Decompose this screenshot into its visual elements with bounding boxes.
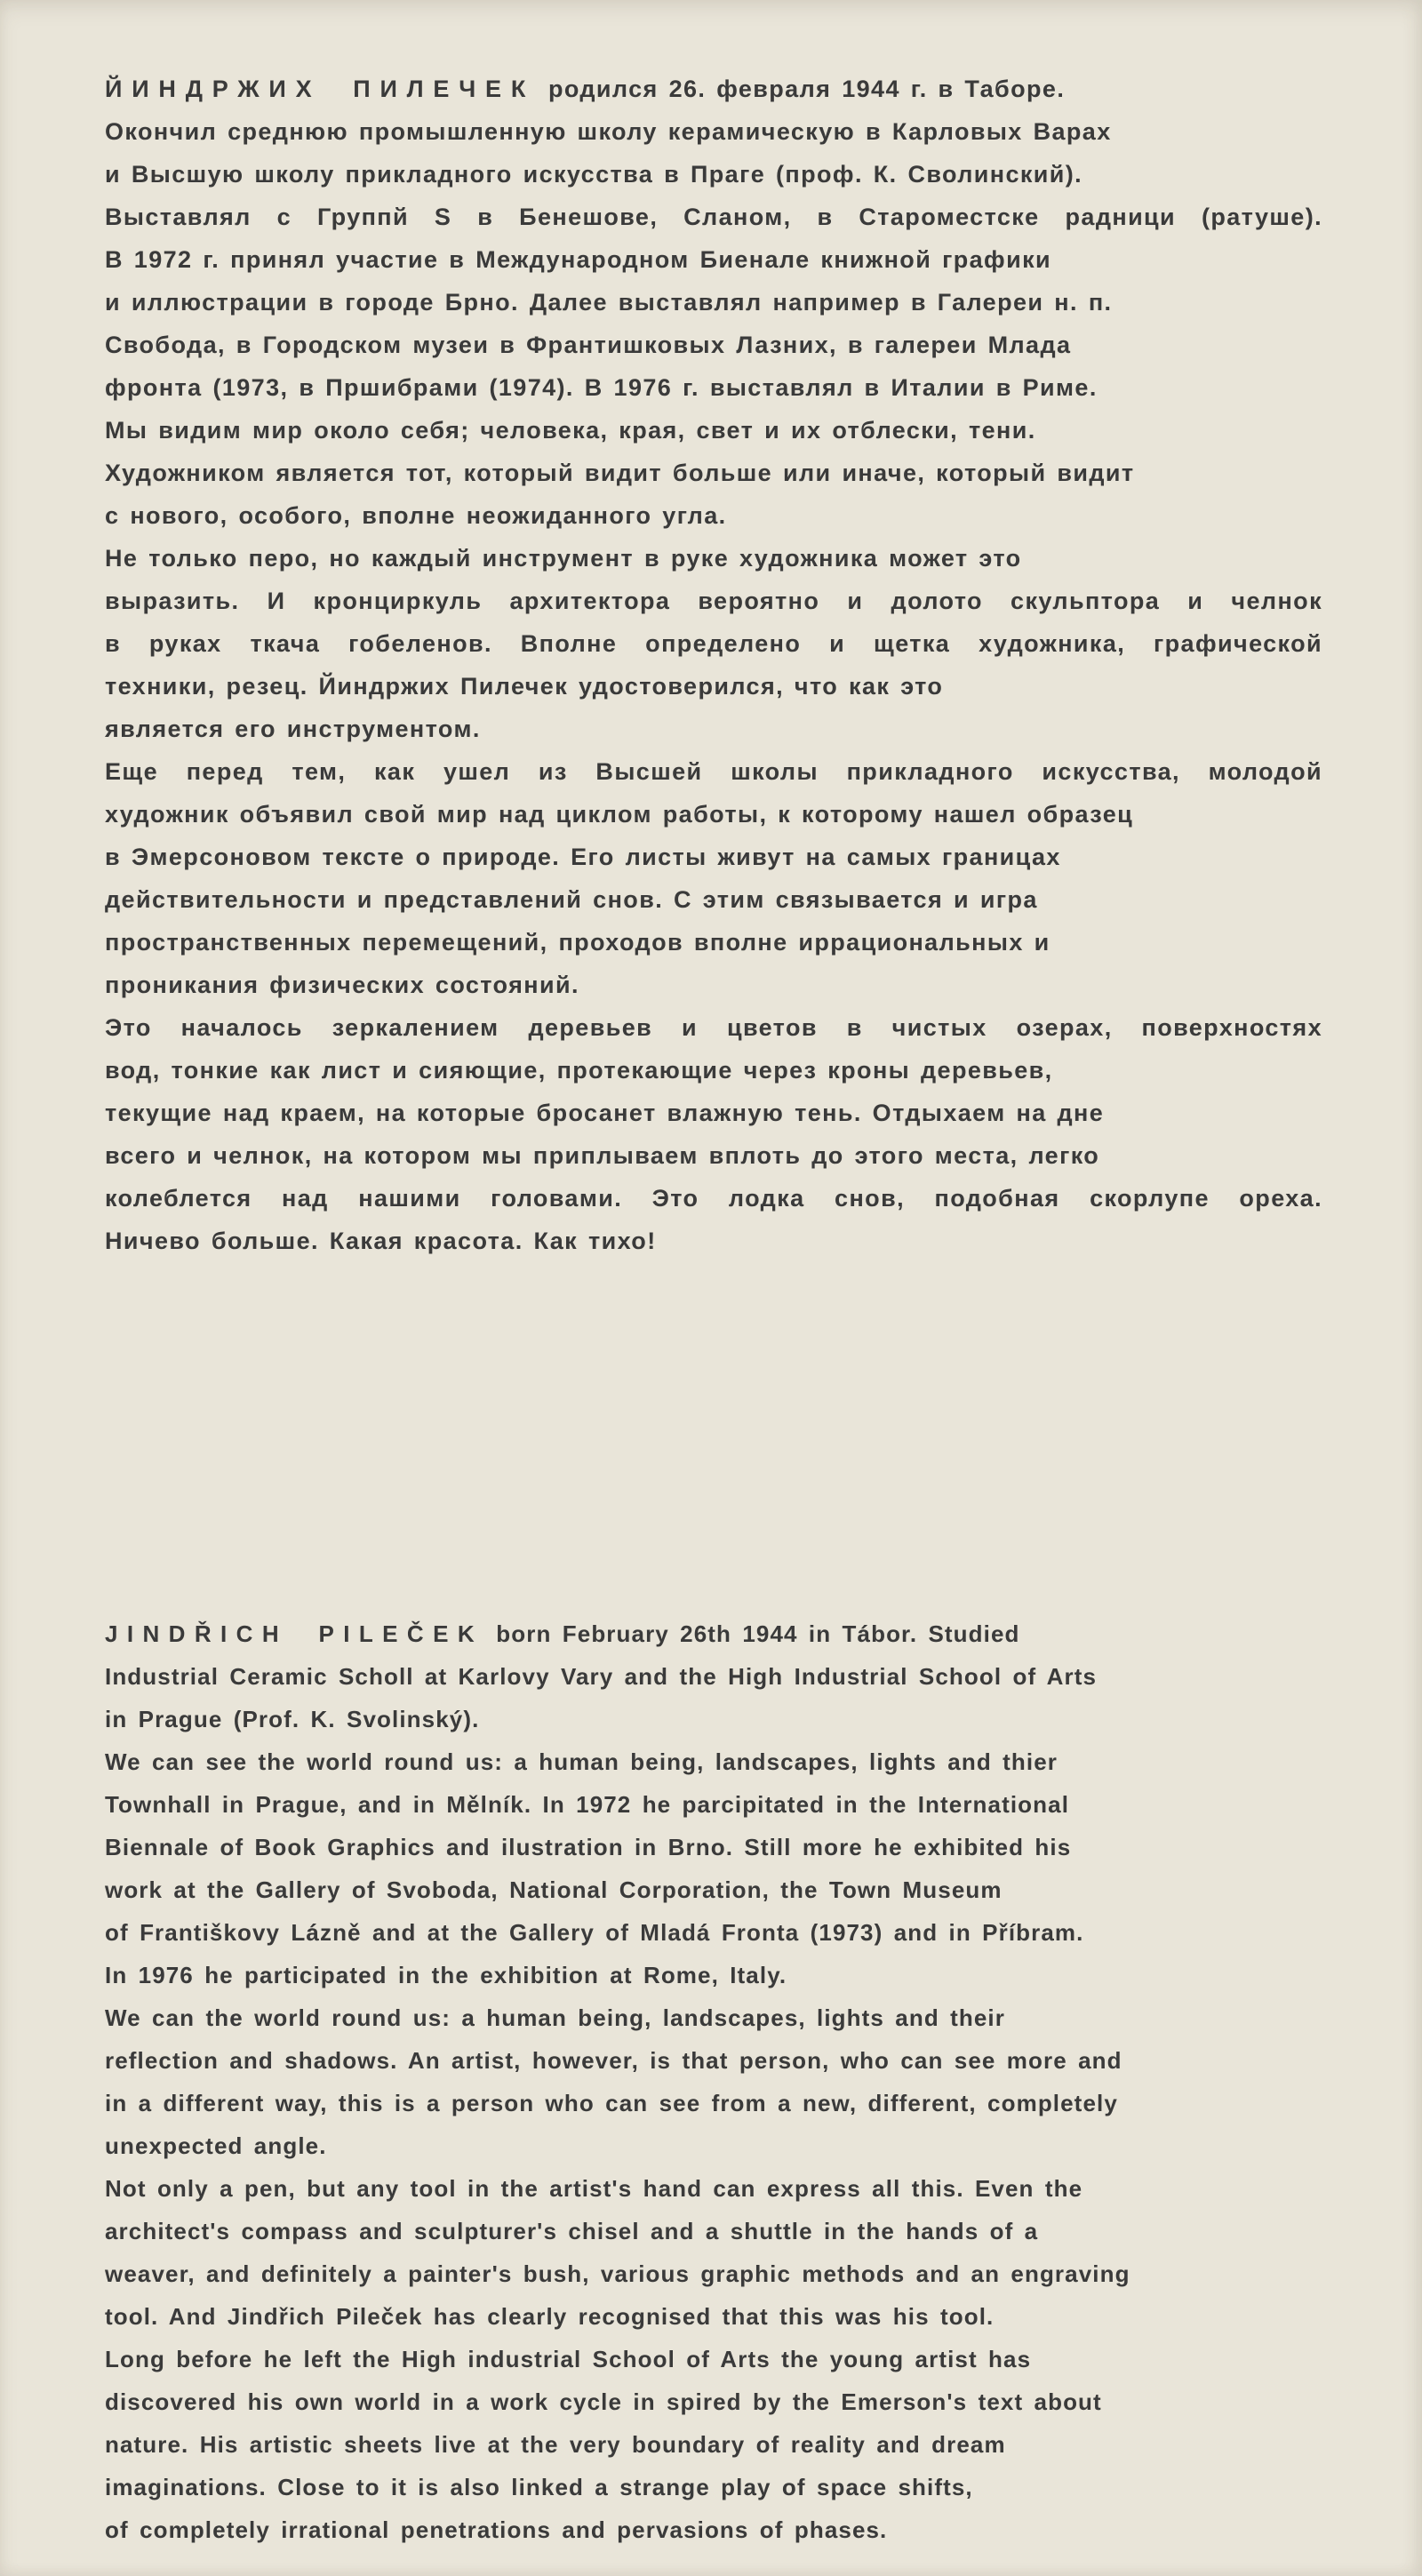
english-text-line: Townhall in Prague, and in Mělník. In 1972 he parcipitated in the International: [105, 1791, 1070, 1818]
russian-text-line: Окончил среднюю промышленную школу керамическую в Карловых Варах: [105, 118, 1112, 145]
english-text-line: in Prague (Prof. K. Svolinský).: [105, 1706, 480, 1732]
russian-text-line: в Эмерсоновом тексте о природе. Его листы живут на самых границах: [105, 844, 1061, 870]
russian-text-line: Художником является тот, который видит больше или иначе, который видит: [105, 460, 1135, 486]
english-text-line: unexpected angle.: [105, 2132, 327, 2159]
russian-text-line: художник объявил свой мир над циклом работы, к которому нашел образец: [105, 801, 1134, 828]
english-heading-line: [105, 1612, 1322, 1655]
russian-heading-rest: родился 26. февраля 1944 г. в Таборе.: [547, 76, 1066, 102]
english-paragraph-lines: [105, 1655, 1322, 2551]
russian-text-line: является его инструментом.: [105, 716, 481, 742]
russian-text-line: выразить. И кронциркуль архитектора вероятно и долото скульптора и челнок: [105, 588, 1322, 614]
english-text-line: nature. His artistic sheets live at the very boundary of reality and dream: [105, 2431, 1006, 2458]
english-text-line: architect's compass and sculpturer's chisel and a shuttle in the hands of a: [105, 2218, 1039, 2244]
russian-text-line: проникания физических состояний.: [105, 972, 579, 998]
russian-text-line: и Высшую школу прикладного искусства в Праге (проф. К. Сволинский).: [105, 161, 1083, 188]
english-text-line: weaver, and definitely a painter's bush, various graphic methods and an engraving: [105, 2260, 1130, 2287]
english-text-line: of Františkovy Lázně and at the Gallery of Mladá Fronta (1973) and in Příbram.: [105, 1919, 1084, 1946]
russian-text-line: действительности и представлений снов. С этим связывается и игра: [105, 886, 1038, 913]
english-text-line: of completely irrational penetrations and pervasions of phases.: [105, 2516, 888, 2543]
russian-heading-line: [105, 68, 1322, 110]
russian-text-line: всего и челнок, на котором мы приплываем вплоть до этого места, легко: [105, 1142, 1100, 1169]
artist-name-russian: ЙИНДРЖИХ ПИЛЕЧЕК: [105, 76, 536, 102]
russian-text-line: пространственных перемещений, проходов вполне иррациональных и: [105, 929, 1051, 956]
english-text-line: In 1976 he participated in the exhibition at Rome, Italy.: [105, 1962, 787, 1988]
russian-text-line: Мы видим мир около себя; человека, края, свет и их отблески, тени.: [105, 417, 1036, 444]
russian-text-line: Ничево больше. Какая красота. Как тихо!: [105, 1228, 657, 1254]
russian-text-line: текущие над краем, на которые бросанет влажную тень. Отдыхаем на дне: [105, 1100, 1105, 1126]
artist-name-english: JINDŘICH PILEČEK: [105, 1620, 483, 1647]
english-text-line: reflection and shadows. An artist, however, is that person, who can see more and: [105, 2047, 1122, 2074]
english-text-line: imaginations. Close to it is also linked a strange play of space shifts,: [105, 2474, 973, 2500]
russian-paragraph-lines: [105, 110, 1322, 1262]
russian-text-line: В 1972 г. принял участие в Международном Биенале книжной графики: [105, 246, 1051, 273]
russian-text-line: в руках ткача гобеленов. Вполне определено и щетка художника, графической: [105, 630, 1322, 657]
english-text-line: Biennale of Book Graphics and ilustration in Brno. Still more he exhibited his: [105, 1834, 1072, 1860]
english-text-line: Not only a pen, but any tool in the artist's hand can express all this. Even the: [105, 2175, 1083, 2202]
russian-text-line: фронта (1973, в Пршибрами (1974). В 1976 г. выставлял в Италии в Риме.: [105, 374, 1098, 401]
english-text-line: We can see the world round us: a human being, landscapes, lights and thier: [105, 1748, 1058, 1775]
english-text-line: Long before he left the High industrial School of Arts the young artist has: [105, 2346, 1032, 2372]
english-text-line: work at the Gallery of Svoboda, National Corporation, the Town Museum: [105, 1876, 1003, 1903]
english-text-line: Industrial Ceramic Scholl at Karlovy Vary and the High Industrial School of Arts: [105, 1663, 1098, 1690]
english-text-block: [105, 1612, 1322, 2551]
russian-text-line: колеблется над нашими головами. Это лодка снов, подобная скорлупе ореха.: [105, 1185, 1322, 1212]
russian-text-line: Свобода, в Городском музеи в Франтишковых Лазних, в галереи Млада: [105, 332, 1072, 358]
russian-text-line: вод, тонкие как лист и сияющие, протекающие через кроны деревьев,: [105, 1057, 1053, 1084]
russian-text-line: Не только перо, но каждый инструмент в руке художника может это: [105, 545, 1022, 572]
russian-text-line: и иллюстрации в городе Брно. Далее выставлял например в Галереи н. п.: [105, 289, 1113, 316]
english-heading-rest: born February 26th 1944 in Tábor. Studied: [496, 1620, 1020, 1647]
english-text-line: discovered his own world in a work cycle in spired by the Emerson's text about: [105, 2388, 1102, 2415]
russian-text-line: Еще перед тем, как ушел из Высшей школы прикладного искусства, молодой: [105, 758, 1322, 785]
russian-text-block: [105, 68, 1322, 1262]
english-text-line: in a different way, this is a person who can see from a new, different, completely: [105, 2090, 1118, 2116]
english-text-line: We can the world round us: a human being, landscapes, lights and their: [105, 2004, 1005, 2031]
russian-text-line: Это началось зеркалением деревьев и цветов в чистых озерах, поверхностях: [105, 1014, 1322, 1041]
english-text-line: tool. And Jindřich Pileček has clearly recognised that this was his tool.: [105, 2303, 995, 2330]
russian-text-line: техники, резец. Йиндржих Пилечек удостоверился, что как это: [105, 673, 944, 700]
russian-text-line: с нового, особого, вполне неожиданного угла.: [105, 502, 727, 529]
russian-text-line: Выставлял с Группй S в Бенешове, Сланом, в Староместске радници (ратуше).: [105, 204, 1322, 230]
